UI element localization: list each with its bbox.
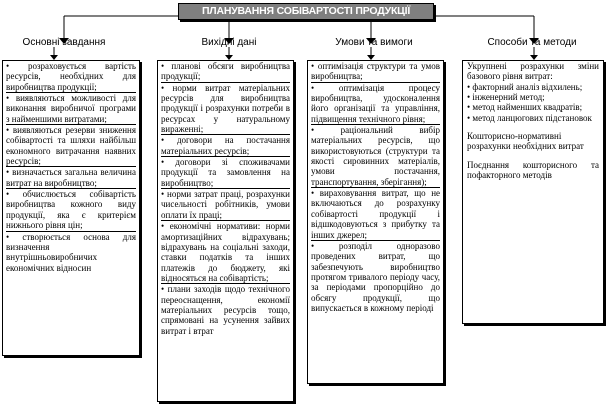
main-task-item: • створюється основа для визначення внутрішньовиробничих економічних відносин	[6, 231, 136, 273]
input-data-item: • норми затрат праці, розрахунки чисельності робітників, умови оплати їх праці;	[161, 189, 290, 220]
method-item: • метод ланцюгових підстановок	[467, 112, 592, 123]
main-task-item: • визначається загальна величина витрат на виробництво;	[6, 167, 136, 188]
header-input-data: Вихідні дані	[201, 37, 257, 48]
method-block: Поєднання кошторисного та пофакторного методів	[467, 159, 599, 181]
input-data-box	[157, 60, 294, 402]
method-item: • метод найменших квадратів;	[467, 102, 583, 113]
input-data-item: • договори зі споживачами продукції та замовлення на виробництво;	[161, 157, 290, 188]
condition-item: • розподіл одноразово проведених витрат, що забезпечують виробництво протягом тривалого періоду часу, за періодами пропорційно до обсягу продукції, що випускається в кожному періоді	[311, 240, 440, 313]
header-conditions: Умови та вимоги	[335, 37, 413, 48]
condition-item: • вираховування витрат, що не включаються до розрахунку собівартості продукції і відшкодовуються з прибутку та інших джерел;	[311, 188, 440, 240]
input-data-item: • планові обсяги виробництва продукції;	[161, 61, 290, 82]
header-methods: Способи та методи	[487, 37, 577, 48]
input-data-item: • договори на постачання матеріальних ресурсів;	[161, 135, 290, 156]
method-block: Кошторисно-нормативні розрахунки необхідних витрат	[467, 131, 584, 152]
input-data-item: • норми витрат матеріальних ресурсів для виробництва продукції і розрахунки потреби в ресурсах у натуральному вираженні;	[161, 82, 290, 135]
condition-item: • раціональний вибір матеріальних ресурсів, що використовуються (структури та якості сировинних матеріалів, умови постачання, транспортування, зберігання);	[311, 125, 440, 187]
method-item: • інженерний метод;	[467, 92, 545, 103]
method-heading: Укрупнені розрахунки зміни базового рівня витрат:	[467, 61, 599, 82]
condition-item: • оптимізація структури та умов виробництва;	[311, 61, 440, 82]
input-data-item: • економічні нормативи: норми амортизаційних відрахувань; відрахувань на соціальні заходи, ставки податків та інших платежів до бюджету, які відносяться на собівартість;	[161, 221, 290, 283]
header-main-tasks: Основні завдання	[22, 37, 106, 48]
conditions-box	[307, 60, 444, 384]
method-item: • факторний аналіз відхилень;	[467, 81, 583, 92]
input-data-item: • плани заходів щодо технічного переоснащення, економії матеріальних ресурсів тощо, спрямовані на усунення зайвих витрат і втрат	[161, 284, 290, 336]
main-task-item: • обчислюється собівартість виробництва кожного виду продукції, яка є критерієм нижнього рівня цін;	[6, 189, 136, 231]
main-task-item: • розраховується вартість ресурсів, необхідних для виробництва продукції;	[6, 61, 136, 92]
condition-item: • оптимізація процесу виробництва, удосконалення його організації та управління, підвищення технічного рівня;	[311, 82, 440, 124]
diagram-title: ПЛАНУВАННЯ СОБІВАРТОСТІ ПРОДУКЦІЇ	[178, 3, 434, 20]
methods-box	[462, 60, 604, 324]
main-task-item: • виявляються резерви зниження собівартості та шляхи найбільш економного витрачання наявних ресурсів;	[6, 125, 136, 167]
main-task-item: • виявляються можливості для виконання виробничої програми з найменшими витратами;	[6, 93, 136, 124]
main-tasks-box	[2, 60, 140, 356]
